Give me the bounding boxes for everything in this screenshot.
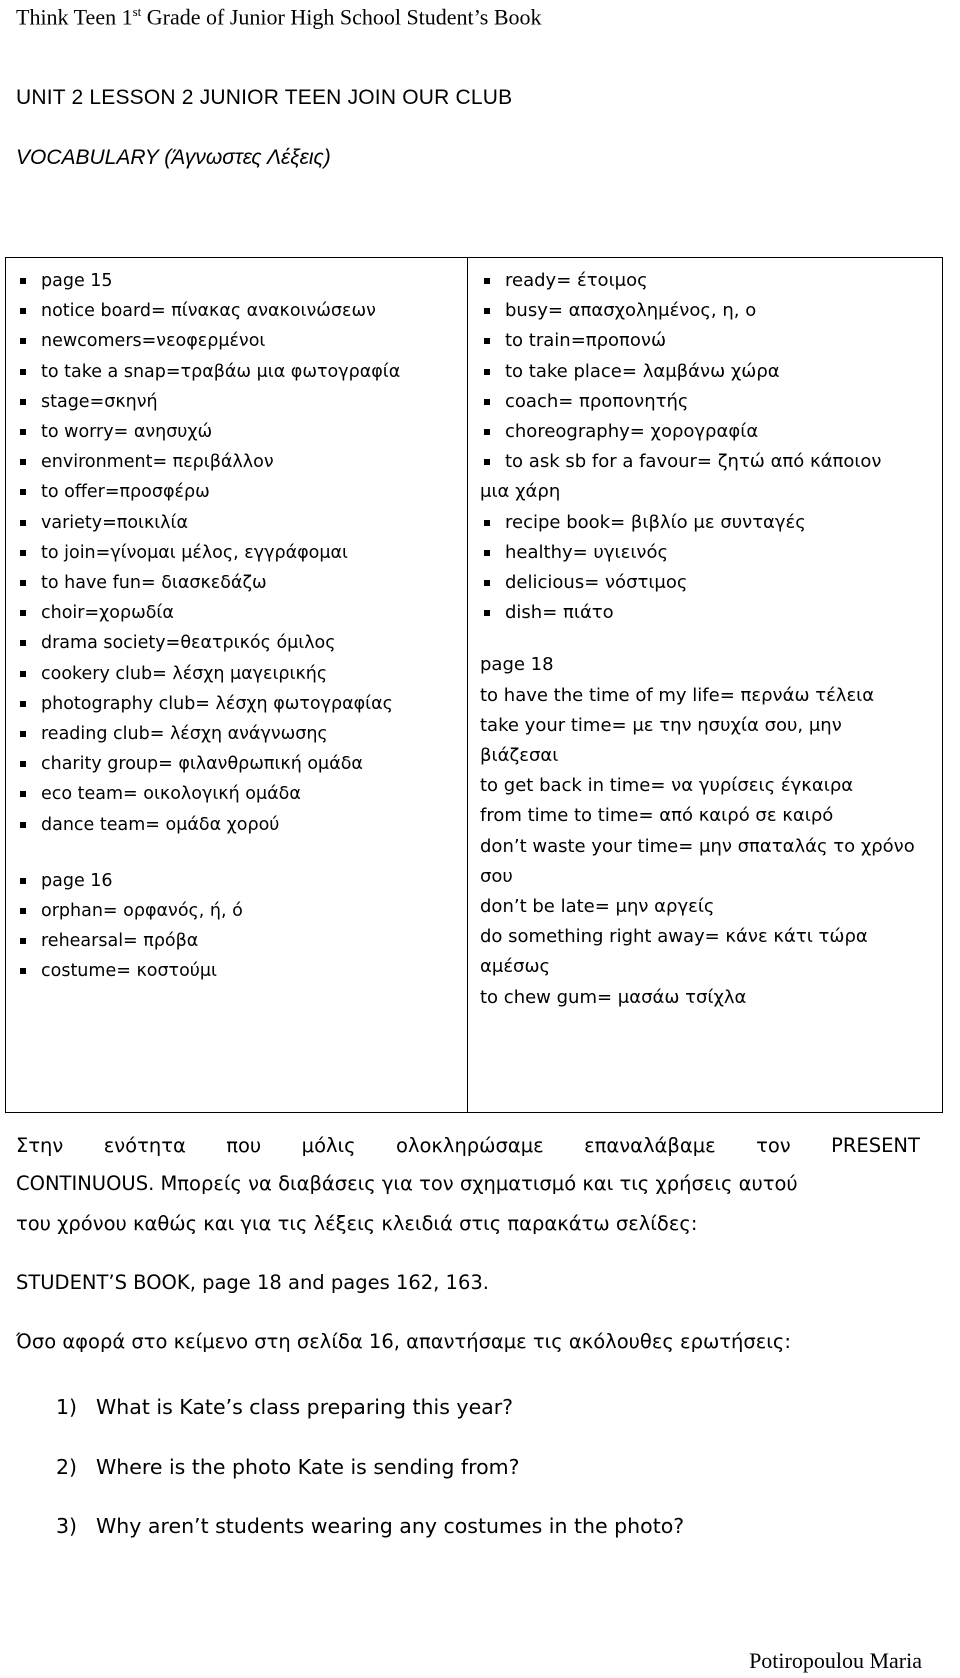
vocabulary-phrase-line: αμέσως <box>480 956 551 978</box>
vocabulary-item: to worry= ανησυχώ <box>16 417 467 447</box>
unit-title: UNIT 2 LESSON 2 JUNIOR TEEN JOIN OUR CLUB <box>16 86 513 109</box>
vocabulary-item: busy= απασχολημένος, η, ο <box>480 296 942 326</box>
question-number: 3) <box>56 1514 78 1538</box>
paragraph-word: επαναλάβαμε <box>584 1134 716 1157</box>
paragraph-word: ενότητα <box>103 1134 186 1157</box>
paragraph-students-book-pages: STUDENT’S BOOK, page 18 and pages 162, 163. <box>16 1271 489 1294</box>
vocabulary-phrase-line: from time to time= από καιρό σε καιρό <box>480 805 834 827</box>
paragraph-1-line-1 <box>16 1134 920 1157</box>
header-title-prefix: Think Teen 1 <box>16 4 133 30</box>
question-number: 1) <box>56 1395 78 1419</box>
list-spacer <box>16 840 467 866</box>
vocabulary-item: to offer=προσφέρω <box>16 477 467 507</box>
vocabulary-item: photography club= λέσχη φωτογραφίας <box>16 689 467 719</box>
vocabulary-item: costume= κοστούμι <box>16 956 467 986</box>
vocabulary-item: choir=χορωδία <box>16 598 467 628</box>
vocabulary-item: dish= πιάτο <box>480 598 942 628</box>
vocabulary-item: variety=ποικιλία <box>16 508 467 538</box>
header-title-superscript: st <box>132 4 142 19</box>
vocabulary-item: dance team= ομάδα χορού <box>16 810 467 840</box>
vocabulary-heading: VOCABULARY (Άγνωστες Λέξεις) <box>16 146 331 169</box>
vocabulary-item: charity group= φιλανθρωπική ομάδα <box>16 749 467 779</box>
vocabulary-item: page 15 <box>16 266 467 296</box>
vocabulary-item: to join=γίνομαι μέλος, εγγράφομαι <box>16 538 467 568</box>
vocabulary-list-page-16 <box>16 866 467 987</box>
vocabulary-table <box>5 257 943 1113</box>
vocabulary-item: to train=προπονώ <box>480 326 942 356</box>
vocabulary-item: notice board= πίνακας ανακοινώσεων <box>16 296 467 326</box>
vocabulary-item: to take place= λαμβάνω χώρα <box>480 357 942 387</box>
vocabulary-right-column <box>468 258 942 1112</box>
question-item <box>56 1395 513 1419</box>
vocabulary-item: reading club= λέσχη ανάγνωσης <box>16 719 467 749</box>
vocabulary-item: to have fun= διασκεδάζω <box>16 568 467 598</box>
paragraph-1-line-2: CONTINUOUS. Μπορείς να διαβάσεις για τον σχηματισμό και τις χρήσεις αυτού <box>16 1172 798 1195</box>
vocabulary-item: stage=σκηνή <box>16 387 467 417</box>
vocabulary-phrase-line: to have the time of my life= περνάω τέλεια <box>480 684 875 706</box>
paragraph-word: τον <box>756 1134 791 1157</box>
vocabulary-item: to ask sb for a favour= ζητώ από κάποιον <box>480 447 942 477</box>
vocabulary-phrase-line: βιάζεσαι <box>480 745 559 767</box>
vocabulary-item: newcomers=νεοφερμένοι <box>16 326 467 356</box>
vocabulary-item: choreography= χορογραφία <box>480 417 942 447</box>
vocabulary-item: delicious= νόστιμος <box>480 568 942 598</box>
question-text: Why aren’t students wearing any costumes in the photo? <box>96 1514 685 1538</box>
question-text: What is Kate’s class preparing this year? <box>96 1395 514 1419</box>
paragraph-questions-intro: Όσο αφορά στο κείμενο στη σελίδα 16, απαντήσαμε τις ακόλουθες ερωτήσεις: <box>16 1330 791 1353</box>
paragraph-word: που <box>226 1134 262 1157</box>
question-item <box>56 1514 684 1538</box>
vocabulary-item: coach= προπονητής <box>480 387 942 417</box>
vocabulary-item: environment= περιβάλλον <box>16 447 467 477</box>
vocabulary-item: healthy= υγιεινός <box>480 538 942 568</box>
vocabulary-item: page 16 <box>16 866 467 896</box>
paragraph-word: PRESENT <box>831 1134 920 1157</box>
question-text: Where is the photo Kate is sending from? <box>96 1455 520 1479</box>
paragraph-1-line-3: του χρόνου καθώς και για τις λέξεις κλειδιά στις παρακάτω σελίδες: <box>16 1212 698 1235</box>
header-title-suffix: Grade of Junior High School Student’s Book <box>141 4 542 30</box>
vocabulary-item: orphan= ορφανός, ή, ό <box>16 896 467 926</box>
vocabulary-list-continued <box>480 266 942 477</box>
vocabulary-item: cookery club= λέσχη μαγειρικής <box>16 659 467 689</box>
vocabulary-phrase-line: don’t be late= μην αργείς <box>480 896 715 918</box>
paragraph-word: Στην <box>16 1134 64 1157</box>
vocabulary-phrase-line: to chew gum= μασάω τσίχλα <box>480 986 747 1008</box>
vocabulary-page-18-block <box>480 650 942 1012</box>
vocabulary-item: ready= έτοιμος <box>480 266 942 296</box>
vocabulary-item: to take a snap=τραβάω μια φωτογραφία <box>16 357 467 387</box>
question-number: 2) <box>56 1455 78 1479</box>
vocabulary-phrase-line: take your time= με την ησυχία σου, μην <box>480 714 842 736</box>
vocabulary-line-continuation: μια χάρη <box>480 481 561 503</box>
author-footer: Potiropoulou Maria <box>749 1648 922 1673</box>
paragraph-word: μόλις <box>301 1134 356 1157</box>
vocabulary-phrase-line: don’t waste your time= μην σπαταλάς το χρόνο <box>480 835 915 857</box>
vocabulary-list-page-15 <box>16 266 467 840</box>
vocabulary-item: rehearsal= πρόβα <box>16 926 467 956</box>
vocabulary-left-column <box>6 258 468 1112</box>
vocabulary-list-continued-2 <box>480 508 942 629</box>
vocabulary-phrase-line: σου <box>480 865 513 887</box>
vocabulary-item: drama society=θεατρικός όμιλος <box>16 628 467 658</box>
vocabulary-phrase-line: to get back in time= να γυρίσεις έγκαιρα <box>480 775 854 797</box>
vocabulary-item: recipe book= βιβλίο με συνταγές <box>480 508 942 538</box>
page-label: page 18 <box>480 654 554 676</box>
question-item <box>56 1455 519 1479</box>
vocabulary-item: eco team= οικολογική ομάδα <box>16 779 467 809</box>
page-header-title <box>16 4 542 30</box>
paragraph-word: ολοκληρώσαμε <box>396 1134 544 1157</box>
vocabulary-phrase-line: do something right away= κάνε κάτι τώρα <box>480 926 868 948</box>
